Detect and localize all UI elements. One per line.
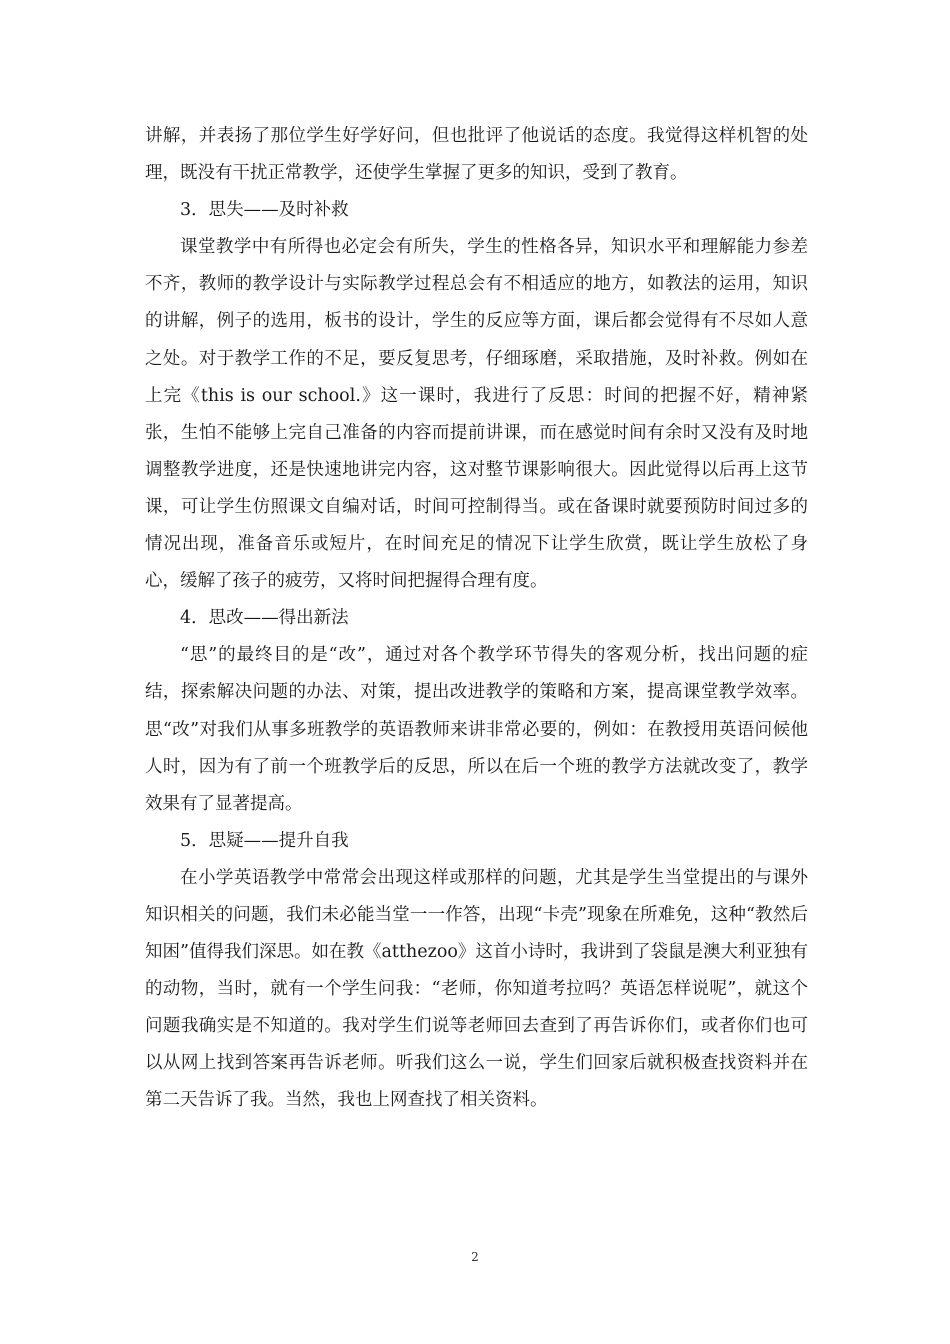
paragraph-section-4: “思”的最终目的是“改”，通过对各个教学环节得失的客观分析，找出问题的症结，探索解决问题的办法、对策，提出改进教学的策略和方案，提高课堂教学效率。思“改”对我们从事多班教学的英语教师来讲非常必要的，例如：在教授用英语问候他人时，因为有了前一个班教学后的反思，所以在后一个班的教学方法就改变了，教学效果有了显著提高。 — [145, 645, 808, 814]
page-number: 2 — [471, 1250, 479, 1264]
document-body — [145, 118, 808, 1120]
section-heading-5: 5．思疑——提升自我 — [180, 830, 349, 851]
section-heading-3: 3．思失——及时补救 — [180, 200, 349, 221]
section-heading-4: 4．思改——得出新法 — [180, 608, 349, 629]
paragraph-continuation: 讲解，并表扬了那位学生好学好问，但也批评了他说话的态度。我觉得这样机智的处理，既没有干扰正常教学，还使学生掌握了更多的知识，受到了教育。 — [145, 126, 808, 184]
paragraph-section-5: 在小学英语教学中常常会出现这样或那样的问题，尤其是学生当堂提出的与课外知识相关的问题，我们未必能当堂一一作答，出现“卡壳”现象在所难免，这种“教然后知困”值得我们深思。如在教《atthezoo》这首小诗时，我讲到了袋鼠是澳大利亚独有的动物，当时，就有一个学生问我：“老师，你知道考拉吗？英语怎样说呢”，就这个问题我确实是不知道的。我对学生们说等老师回去查到了再告诉你们，或者你们也可以从网上找到答案再告诉老师。听我们这么一说，学生们回家后就积极查找资料并在第二天告诉了我。当然，我也上网查找了相关资料。 — [145, 867, 808, 1111]
paragraph-section-3: 课堂教学中有所得也必定会有所失，学生的性格各异，知识水平和理解能力参差不齐，教师的教学设计与实际教学过程总会有不相适应的地方，如教法的运用，知识的讲解，例子的选用，板书的设计，学生的反应等方面，课后都会觉得有不尽如人意之处。对于教学工作的不足，要反复思考，仔细琢磨，采取措施，及时补救。例如在上完《this is our school.》这一课时，我进行了反思：时间的把握不好，精神紧张，生怕不能够上完自己准备的内容而提前讲课，而在感觉时间有余时又没有及时地调整教学进度，还是快速地讲完内容，这对整节课影响很大。因此觉得以后再上这节课，可让学生仿照课文自编对话，时间可控制得当。或在备课时就要预防时间过多的情况出现，准备音乐或短片，在时间充足的情况下让学生欣赏，既让学生放松了身心，缓解了孩子的疲劳，又将时间把握得合理有度。 — [145, 237, 808, 592]
